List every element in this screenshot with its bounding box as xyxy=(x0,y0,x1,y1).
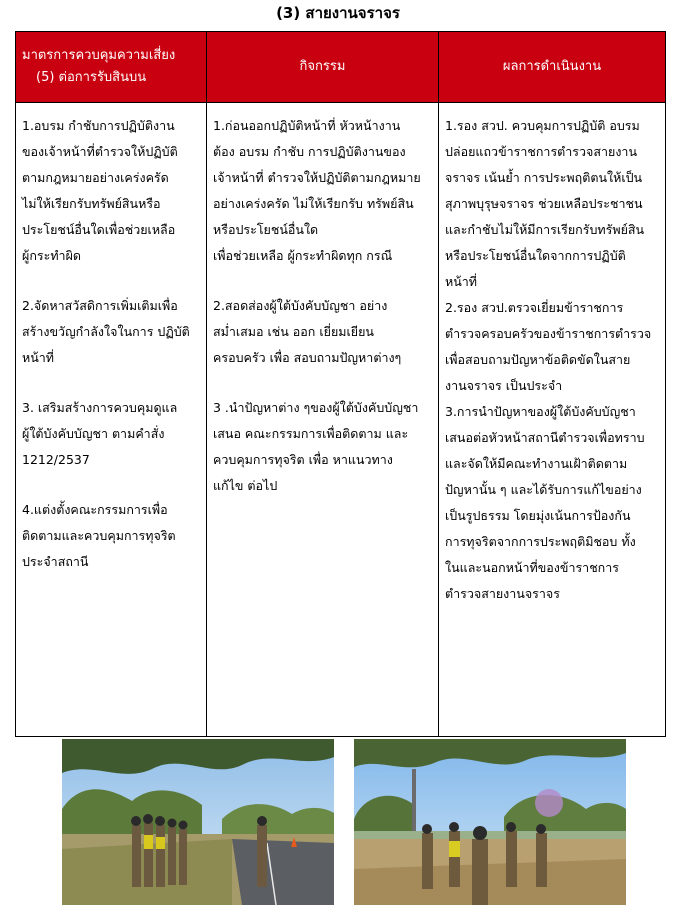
header-risk-measures xyxy=(16,32,207,103)
page-title: (3) สายงานจราจร xyxy=(276,4,400,22)
photo-field-briefing-image xyxy=(354,739,626,905)
result-item-3: 3.การนำปัญหาของผู้ใต้บังคับบัญชา เสนอต่อหัวหน้าสถานีตำรวจเพื่อทราบ และจัดให้มีคณะทำงานเฝ้าติดตาม ปัญหานั้น ๆ และได้รับการแก้ไขอย่าง เป็นรูปธรรม โดยมุ่งเน้นการป้องกัน การทุจริตจากการประพฤติมิชอบ ทั้ง ในและนอกหน้าที่ของข้าราชการ ตำรวจสายงานจราจร xyxy=(445,404,645,601)
result-item-2: 2.รอง สวป.ตรวจเยี่ยมข้าราชการ ตำรวจครอบครัวของข้าราชการตำรวจ เพื่อสอบถามปัญหาข้อติดขัดในสาย งานจราจร เป็นประจำ xyxy=(445,300,652,393)
table-header-row xyxy=(16,32,666,103)
photo-field-briefing xyxy=(354,739,626,905)
header-results: ผลการดำเนินงาน xyxy=(439,32,666,103)
measures-cell xyxy=(16,103,207,737)
header-activities: กิจกรรม xyxy=(207,32,439,103)
activity-item-2: 2.สอดส่องผู้ใต้บังคับบัญชา อย่าง สม่ำเสมอ เช่น ออก เยี่ยมเยียน ครอบครัว เพื่อ สอบถามปัญหาต่างๆ xyxy=(213,298,402,365)
activities-cell xyxy=(207,103,439,737)
activity-item-1: 1.ก่อนออกปฏิบัติหน้าที่ หัวหน้างาน ต้อง อบรม กำชับ การปฏิบัติงานของ เจ้าหน้าที่ ตำรวจให้ปฏิบัติตามกฎหมาย อย่างเคร่งครัด ไม่ให้เรียกรับ ทรัพย์สิน หรือประโยชน์อื่นใด เพื่อช่วยเหลือ ผู้กระทำผิดทุก กรณี xyxy=(213,118,421,263)
results-cell xyxy=(439,103,666,737)
measure-item-3: 3. เสริมสร้างการควบคุมดูแล ผู้ใต้บังคับบัญชา ตามคำสั่ง 1212/2537 xyxy=(22,400,178,467)
table-body-row xyxy=(16,103,666,737)
measure-item-4: 4.แต่งตั้งคณะกรรมการเพื่อ ติดตามและควบคุมการทุจริต ประจำสถานี xyxy=(22,502,176,569)
measure-item-2: 2.จัดหาสวัสดิการเพิ่มเติมเพื่อ สร้างขวัญกำลังใจในการ ปฏิบัติ หน้าที่ xyxy=(22,298,190,365)
activity-item-3: 3 .นำปัญหาต่าง ๆของผู้ใต้บังคับบัญชา เสนอ คณะกรรมการเพื่อติดตาม และ ควบคุมการทุจริต เพื่อ หาแนวทาง แก้ไข ต่อไป xyxy=(213,400,419,493)
measure-item-1: 1.อบรม กำชับการปฏิบัติงาน ของเจ้าหน้าที่ตำรวจให้ปฏิบัติ ตามกฎหมายอย่างเคร่งครัด ไม่ให้เรียกรับทรัพย์สินหรือ ประโยชน์อื่นใดเพื่อช่วยเหลือ ผู้กระทำผิด xyxy=(22,118,178,263)
risk-control-table xyxy=(15,31,666,737)
header-risk-measures-line1: มาตรการควบคุมความเสี่ยง xyxy=(22,48,176,63)
photo-roadside-briefing xyxy=(62,739,334,905)
result-item-1: 1.รอง สวป. ควบคุมการปฏิบัติ อบรม ปล่อยแถวข้าราชการตำรวจสายงาน จราจร เน้นย้ำ การประพฤติตนให้เป็น สุภาพบุรุษจราจร ช่วยเหลือประชาชน และกำชับไม่ให้มีการเรียกรับทรัพย์สิน หรือประโยชน์อื่นใดจากการปฏิบัติ หน้าที่ xyxy=(445,118,645,289)
header-risk-measures-line2: (5) ต่อการรับสินบน xyxy=(36,70,147,85)
photo-roadside-briefing-image xyxy=(62,739,334,905)
